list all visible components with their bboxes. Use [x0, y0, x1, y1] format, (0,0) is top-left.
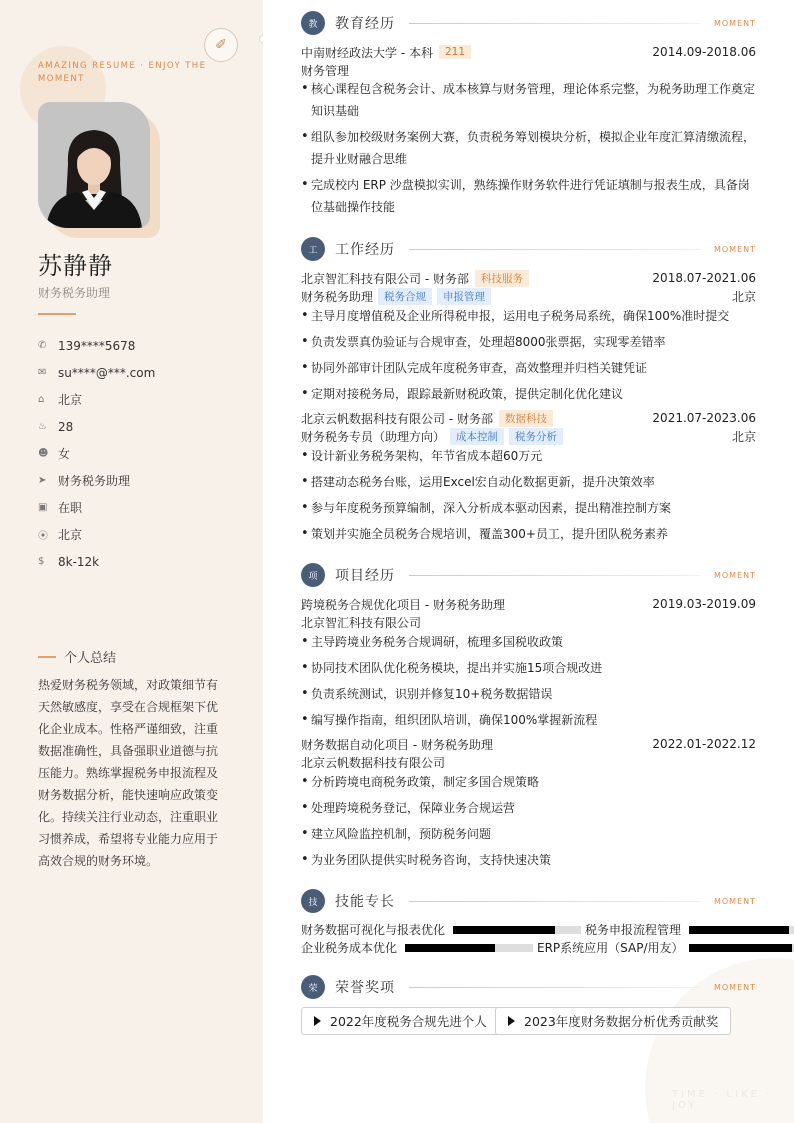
list-item: • 定期对接税务局，跟踪最新财税政策，提供定制化优化建议 [301, 383, 756, 405]
contact-target-job: ➤ 财务税务助理 [38, 474, 131, 488]
briefcase-icon: ▣ [38, 502, 48, 513]
education-icon: 教 [301, 11, 325, 35]
gender-icon: ☻ [38, 448, 49, 459]
section-title: 工作经历 [335, 242, 395, 258]
project-title-row: 财务数据自动化项目 - 财务税务助理 2022.01-2022.12 [301, 737, 756, 752]
summary-accent-bar [38, 656, 56, 658]
list-item: • 为业务团队提供实时税务咨询，支持快速决策 [301, 849, 756, 871]
work-dates: 2018.07-2021.06 [652, 271, 756, 285]
section-title: 教育经历 [335, 16, 395, 32]
play-triangle-icon [314, 1016, 321, 1026]
education-dates: 2014.09-2018.06 [652, 45, 756, 59]
candidate-job-title: 财务税务助理 [38, 286, 111, 300]
project-org: 北京云帆数据科技有限公司 [301, 755, 446, 770]
skill-progress-bar [405, 944, 533, 952]
skill-progress-fill [689, 944, 792, 952]
decorative-dot [259, 35, 263, 43]
candidate-name: 苏静静 [38, 252, 113, 280]
award-chip: 2022年度税务合规先进个人 [301, 1007, 500, 1035]
section-moment-label: MOMENT [713, 244, 756, 254]
list-item: • 组队参加校级财务案例大赛，负责税务筹划模块分析，模拟企业年度汇算清缴流程，提升业财融合思维 [301, 126, 756, 170]
section-header-skills [301, 888, 756, 914]
section-header-awards [301, 974, 756, 1000]
section-title: 项目经历 [335, 568, 395, 584]
skill-tag: 税务分析 [509, 428, 563, 445]
summary-text: 热爱财务税务领域，对政策细节有天然敏感度，享受在合规框架下优化企业成本。性格严谨细致，注重数据准确性，具备强职业道德与抗压能力。熟练掌握税务申报流程及财务数据分析，能快速响应政策变化。持续关注行业动态，注重职业习惯养成，希望将专业能力应用于高效合规的财务环境。 [38, 678, 219, 868]
section-header-education [301, 10, 756, 36]
work-company-row: 北京智汇科技有限公司 - 财务部 科技服务 2018.07-2021.06 [301, 271, 756, 286]
phone-icon: ✆ [38, 340, 47, 351]
skill-label: 企业税务成本优化 [301, 941, 398, 955]
resume-tagline: AMAZING RESUME · ENJOY THE MOMENT [38, 61, 207, 84]
section-moment-label: MOMENT [713, 982, 756, 992]
contact-target-city: ⦿ 北京 [38, 528, 83, 542]
section-divider [409, 901, 700, 902]
contact-residence: ⌂ 北京 [38, 393, 83, 407]
mail-icon: ✉ [38, 367, 47, 378]
section-divider [409, 987, 700, 988]
play-triangle-icon [508, 1016, 515, 1026]
list-item: • 策划并实施全员税务合规培训，覆盖300+员工，提升团队税务素养 [301, 523, 756, 545]
skill-label: 财务数据可视化与报表优化 [301, 923, 446, 937]
skill-tag: 申报管理 [437, 288, 491, 305]
contact-email: ✉ su****@***.com [38, 365, 156, 380]
send-icon: ➤ [38, 475, 47, 486]
section-moment-label: MOMENT [713, 18, 756, 28]
project-org: 北京智汇科技有限公司 [301, 615, 422, 630]
work-role-row: 财务税务专员（助理方向） 成本控制 税务分析 北京 [301, 429, 756, 444]
skills-icon: 技 [301, 889, 325, 913]
location-pin-icon: ⦿ [38, 531, 48, 542]
project-title-row: 跨境税务合规优化项目 - 财务税务助理 2019.03-2019.09 [301, 597, 756, 612]
list-item: • 主导跨境业务税务合规调研，梳理多国税收政策 [301, 631, 756, 653]
list-item: • 负责系统测试，识别并修复10+税务数据错误 [301, 683, 756, 705]
background-watermark-text: TIME · LIKE · JOY [672, 1089, 773, 1111]
skill-label: 税务申报流程管理 [585, 923, 682, 937]
salary-icon: $ [38, 556, 45, 567]
work-city: 北京 [731, 289, 756, 304]
sidebar [0, 0, 263, 1123]
list-item: • 设计新业务税务架构，年节省成本超60万元 [301, 445, 756, 467]
skill-tag: 成本控制 [450, 428, 504, 445]
contact-salary: $ 8k-12k [38, 554, 100, 569]
skill-progress-fill [405, 944, 495, 952]
section-header-work [301, 236, 756, 262]
skill-progress-bar [689, 926, 794, 934]
skill-progress-bar [689, 944, 794, 952]
section-title: 技能专长 [335, 894, 395, 910]
contact-list [38, 332, 155, 575]
work-city: 北京 [731, 429, 756, 444]
skill-label: ERP系统应用（SAP/用友） [537, 941, 684, 955]
list-item: • 建立风险监控机制，预防税务问题 [301, 823, 756, 845]
section-header-project [301, 562, 756, 588]
portrait-illustration [38, 102, 150, 228]
list-item: • 搭建动态税务台账，运用Excel宏自动化数据更新，提升决策效率 [301, 471, 756, 493]
section-divider [409, 575, 700, 576]
work-icon: 工 [301, 237, 325, 261]
accent-divider [38, 313, 76, 315]
skill-progress-fill [453, 926, 555, 934]
school-tag: 211 [439, 45, 471, 59]
work-dates: 2021.07-2023.06 [652, 411, 756, 425]
contact-gender: ☻ 女 [38, 447, 71, 461]
list-item: • 分析跨境电商税务政策，制定多国合规策略 [301, 771, 756, 793]
list-item: • 主导月度增值税及企业所得税申报，运用电子税务局系统，确保100%准时提交 [301, 305, 756, 327]
list-item: • 完成校内 ERP 沙盘模拟实训，熟练操作财务软件进行凭证填制与报表生成，具备岗位基础操作技能 [301, 174, 756, 218]
industry-tag: 数据科技 [499, 410, 553, 427]
contact-phone: ✆ 139****5678 [38, 338, 136, 353]
cake-icon: ♨ [38, 421, 47, 432]
list-item: • 编写操作指南，组织团队培训，确保100%掌握新流程 [301, 709, 756, 731]
industry-tag: 科技服务 [475, 270, 529, 287]
project-dates: 2019.03-2019.09 [652, 597, 756, 611]
list-item: • 负责发票真伪验证与合规审查，处理超8000张票据，实现零差错率 [301, 331, 756, 353]
project-icon: 项 [301, 563, 325, 587]
award-chip: 2023年度财务数据分析优秀贡献奖 [495, 1007, 731, 1035]
list-item: • 核心课程包含税务会计、成本核算与财务管理，理论体系完整，为税务助理工作奠定知识基础 [301, 78, 756, 122]
project-dates: 2022.01-2022.12 [652, 737, 756, 751]
skill-progress-fill [689, 926, 789, 934]
awards-icon: 荣 [301, 975, 325, 999]
section-divider [409, 23, 700, 24]
contact-age: ♨ 28 [38, 419, 74, 434]
list-item: • 参与年度税务预算编制，深入分析成本驱动因素，提出精准控制方案 [301, 497, 756, 519]
list-item: • 协同外部审计团队完成年度税务审查，高效整理并归档关键凭证 [301, 357, 756, 379]
list-item: • 处理跨境税务登记，保障业务合规运营 [301, 797, 756, 819]
skill-tag: 税务合规 [378, 288, 432, 305]
list-item: • 协同技术团队优化税务模块，提出并实施15项合规改进 [301, 657, 756, 679]
work-company-row: 北京云帆数据科技有限公司 - 财务部 数据科技 2021.07-2023.06 [301, 411, 756, 426]
section-divider [409, 249, 700, 250]
section-title: 荣誉奖项 [335, 980, 395, 996]
home-icon: ⌂ [38, 394, 45, 405]
skill-progress-bar [453, 926, 581, 934]
section-moment-label: MOMENT [713, 896, 756, 906]
work-role-row: 财务税务助理 税务合规 申报管理 北京 [301, 289, 756, 304]
contact-status: ▣ 在职 [38, 501, 83, 515]
summary-heading: 个人总结 [38, 647, 116, 666]
avatar-photo [38, 102, 150, 228]
section-moment-label: MOMENT [713, 570, 756, 580]
education-school-row: 中南财经政法大学 - 本科 211 2014.09-2018.06 [301, 45, 756, 60]
education-major: 财务管理 [301, 63, 350, 78]
pen-badge-icon: ✐ [204, 28, 238, 62]
